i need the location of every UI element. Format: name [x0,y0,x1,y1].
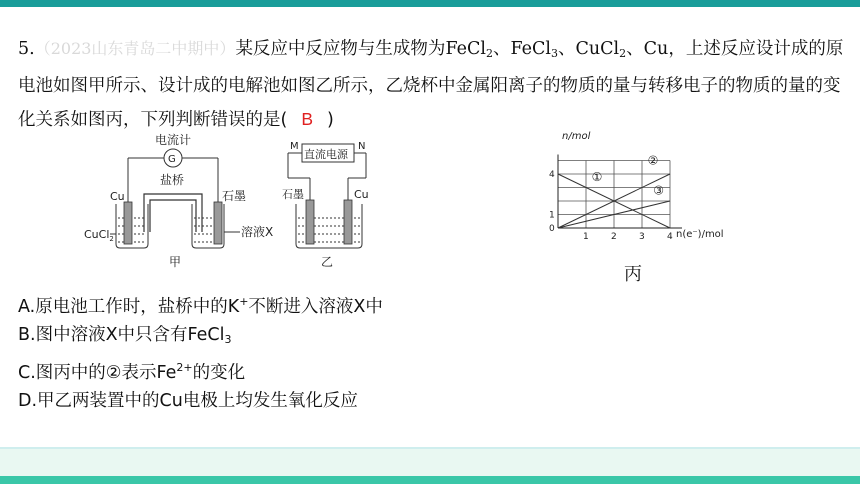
option-b: B.图中溶液X中只含有FeCl$_3$ [18,325,232,346]
answer-mark: B [301,109,314,129]
right-solution-label: 溶液X [241,225,274,239]
option-a: A.原电池工作时，盐桥中的K+不断进入溶液X中 [18,295,383,317]
chart-series-label: ② [647,153,659,168]
question-number: 5. [18,39,35,59]
galvanometer-symbol: G [168,154,176,165]
graphite-electrode [214,202,222,244]
chart-y-tick-label: 0 [549,224,555,234]
salt-bridge-label: 盐桥 [160,173,185,187]
figure-jia-caption: 甲 [169,255,182,269]
left-solution-label: CuCl$_2$ [84,228,114,243]
right-electrode-label: 石墨 [222,189,247,203]
chart-x-tick-label: 2 [611,232,617,240]
option-c: C.图丙中的②表示$Fe^{2+}$的变化 [18,361,246,383]
chart-series-label: ③ [653,183,664,198]
figure-yi-caption: 乙 [321,255,334,269]
figure-bing-caption: 丙 [624,264,642,285]
question-source: （2023山东青岛二中期中） [34,39,236,58]
formula-cu: Cu [643,39,669,59]
question-stem [18,32,848,137]
yi-right-electrode-label: Cu [354,188,369,201]
separator: 、 [492,39,511,59]
yi-graphite-electrode [306,200,314,244]
left-electrode-label: Cu [110,190,125,203]
chart-x-tick-label: 1 [583,232,589,240]
option-d: D.甲乙两装置中的Cu电极上均发生氧化反应 [18,391,358,411]
formula-fecl3: FeCl$_3$ [510,39,558,60]
chart-y-tick-label: 1 [549,210,555,221]
figure-bing-chart [530,130,740,240]
formula-fecl2: FeCl$_2$ [445,39,493,60]
formula-cucl2: CuCl$_2$ [575,39,627,60]
chart-x-tick-label: 3 [639,232,645,240]
figure-jia [80,132,280,270]
power-supply-label: 直流电源 [304,148,348,161]
chart-x-tick-label: 4 [667,232,673,240]
chart-series-label: ① [591,169,603,184]
cu-electrode [124,202,132,244]
separator: 、 [558,39,576,59]
question-close-paren: ) [327,110,334,130]
question-text-2: ，上述反应设计成的原电池如图甲所示、设计成的电解池如图乙所示，乙烧杯中金属阳离子的物质的量与转移电子的物质的量的变化关系如图丙，下列判断错误的是( [18,39,844,130]
terminal-m-label: M [290,141,299,152]
yi-left-electrode-label: 石墨 [282,188,304,201]
terminal-n-label: N [358,141,366,152]
galvanometer-label: 电流计 [155,133,192,147]
figure-yi [278,138,378,270]
footer-accent-bar [0,476,860,484]
question-text-1: 某反应中反应物与生成物为 [235,39,446,59]
chart-x-axis-label: n(e⁻)/mol [676,229,724,240]
chart-y-axis-label: n/mol [562,131,591,142]
top-accent-bar [0,0,860,7]
separator: 、 [626,39,644,59]
chart-y-tick-label: 4 [549,170,555,180]
yi-cu-electrode [344,200,352,244]
